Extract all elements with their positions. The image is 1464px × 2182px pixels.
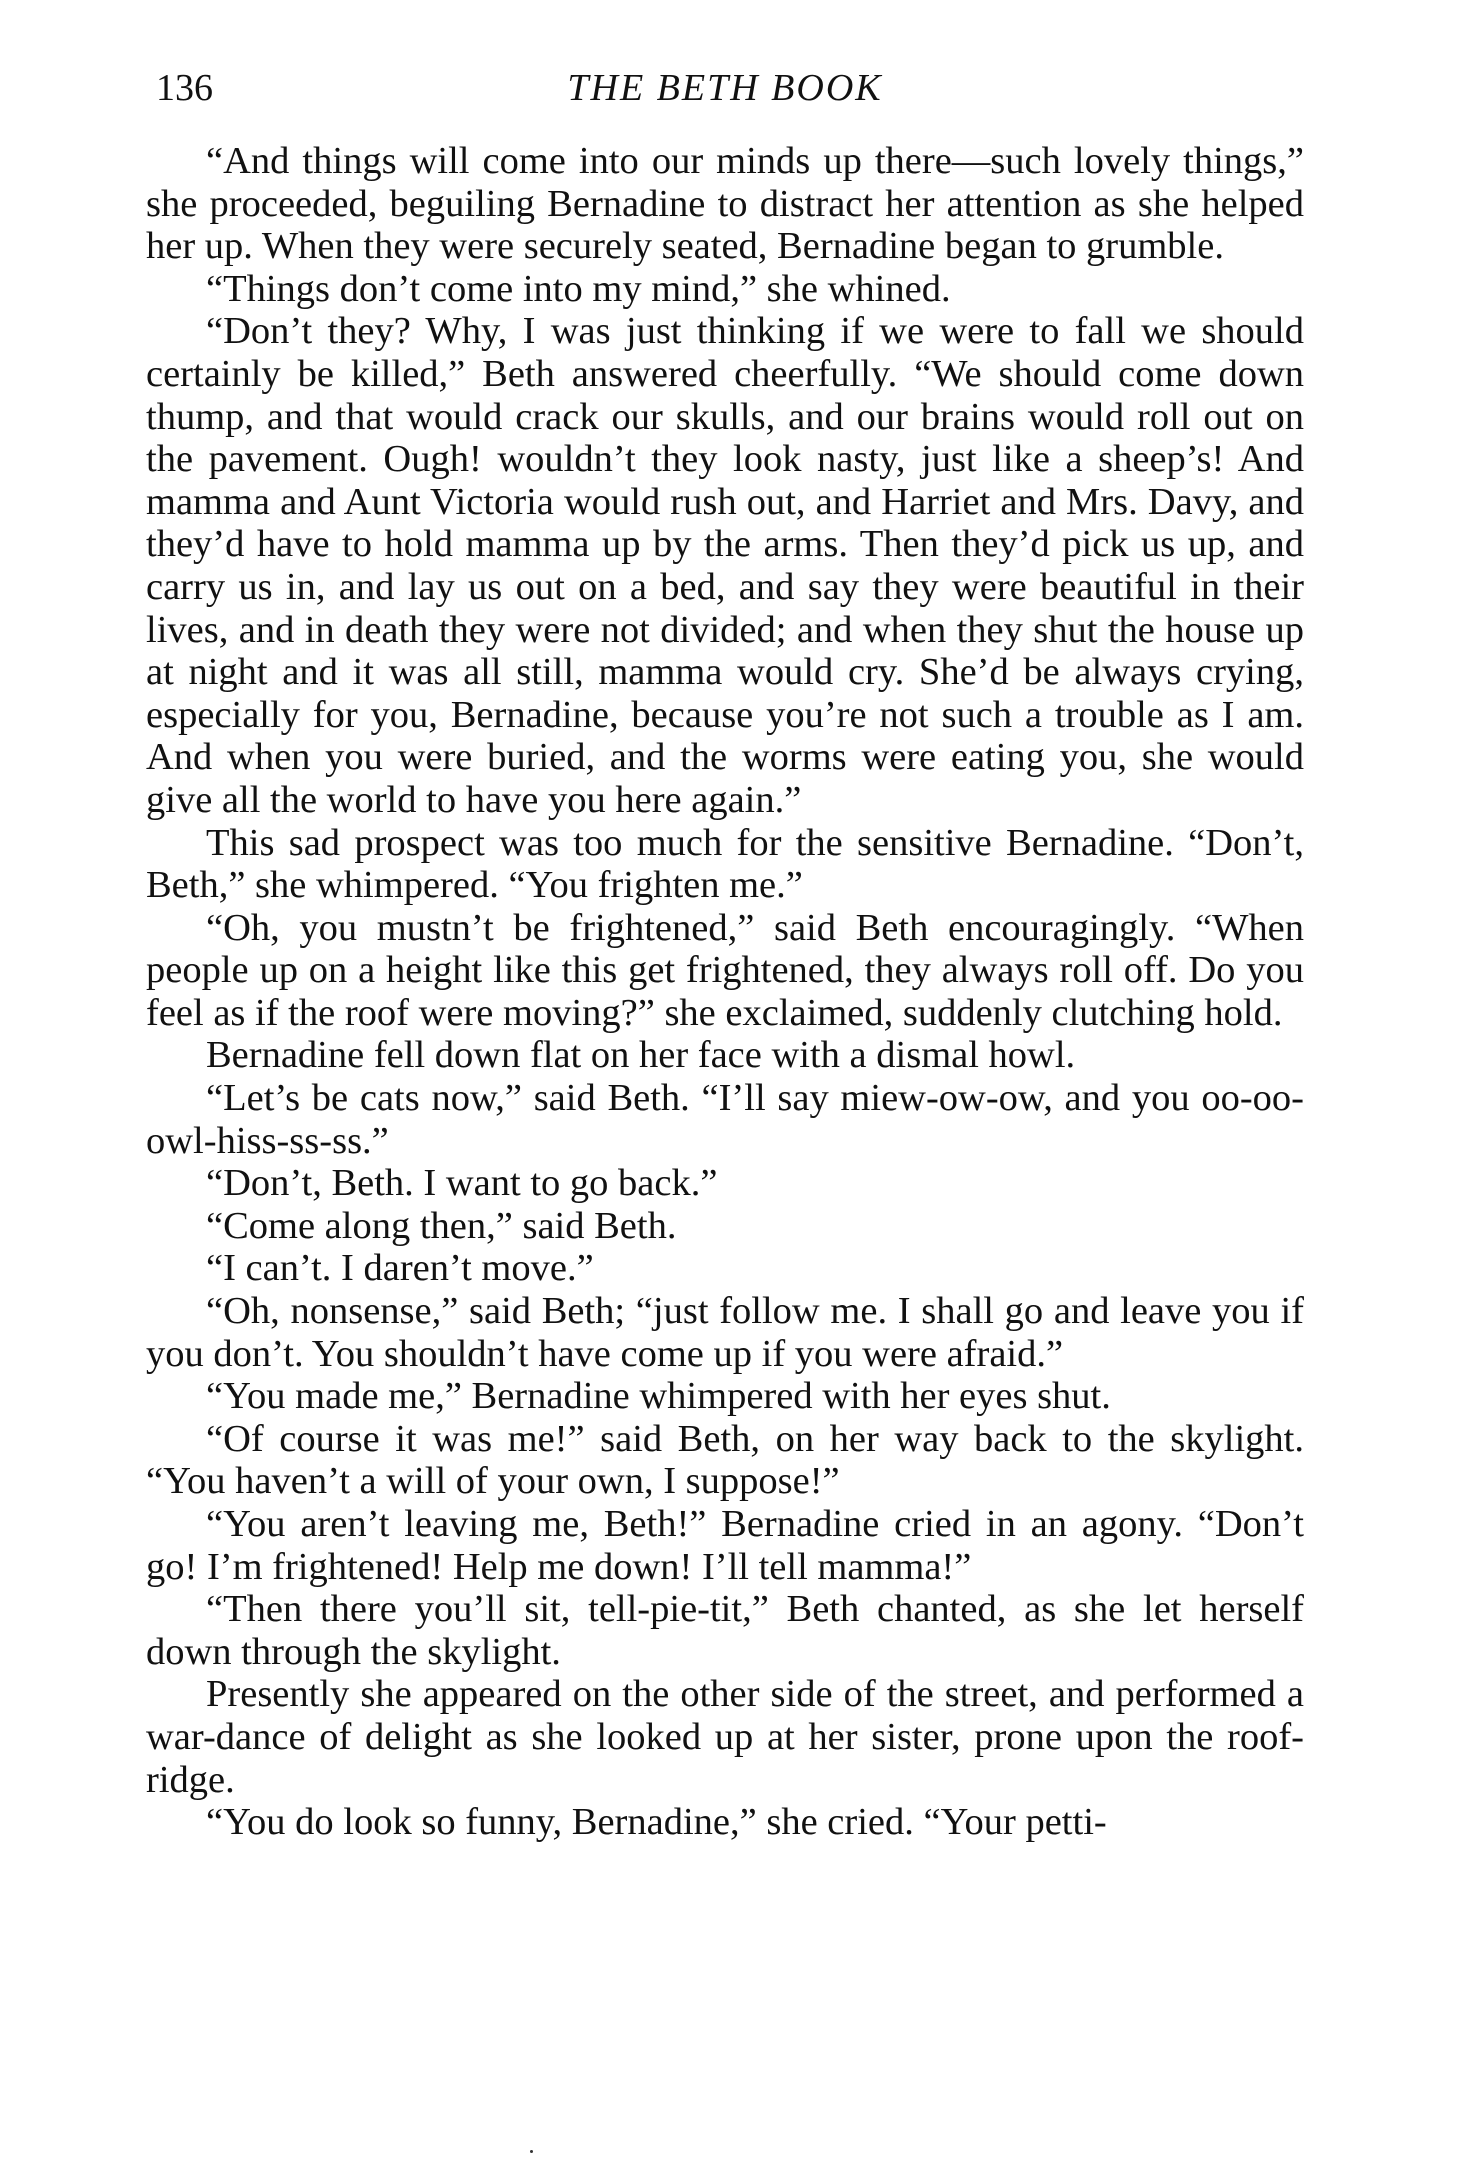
paragraph: “Let’s be cats now,” said Beth. “I’ll say miew-ow-ow, and you oo-oo-owl-hiss-ss-ss.” [146, 1077, 1304, 1162]
paragraph: “You do look so funny, Bernadine,” she cried. “Your petti- [206, 1801, 1107, 1844]
running-title: THE BETH BOOK [567, 67, 883, 109]
paragraph: “You made me,” Bernadine whimpered with her eyes shut. [206, 1375, 1111, 1418]
paragraph: “Things don’t come into my mind,” she whined. [206, 267, 951, 310]
body-text [146, 140, 1304, 1844]
paragraph: “And things will come into our minds up there—such lovely things,” she proceeded, beguiling Bernadine to distract her attention as she helped her up. When they were securely seated, Bernadine began to grumble. [146, 140, 1304, 268]
paragraph: “Of course it was me!” said Beth, on her way back to the skylight. “You haven’t a will of your own, I suppose!” [146, 1417, 1304, 1503]
paragraph: “Don’t they? Why, I was just thinking if we were to fall we should certainly be killed,” Beth answered cheerfully. “We should come down thump, and that would crack our skulls, and our brains would roll out on the pavement. Ough! wouldn’t they look nasty, just like a sheep’s! And mamma and Aunt Victoria would rush out, and Harriet and Mrs. Davy, and they’d have to hold mamma up by the arms. Then they’d pick us up, and carry us in, and lay us out on a bed, and say they were beautiful in their lives, and in death they were not divided; and when they shut the house up at night and it was all still, mamma would cry. She’d be always crying, especially for you, Bernadine, because you’re not such a trouble as I am. And when you were buried, and the worms were eating you, she would give all the world to have you here again.” [146, 310, 1304, 821]
page-number: 136 [156, 67, 213, 109]
paragraph: Presently she appeared on the other side of the street, and performed a war-dance of delight as she looked up at her sister, prone upon the roof-ridge. [146, 1673, 1304, 1801]
paragraph: “Come along then,” said Beth. [206, 1204, 677, 1247]
paragraph: “Don’t, Beth. I want to go back.” [206, 1162, 718, 1205]
paragraph: This sad prospect was too much for the sensitive Bernadine. “Don’t, Beth,” she whimpered. “You frighten me.” [146, 821, 1304, 907]
paragraph: “Oh, nonsense,” said Beth; “just follow me. I shall go and leave you if you don’t. You shouldn’t have come up if you were afraid.” [146, 1290, 1304, 1375]
paragraph: Bernadine fell down flat on her face with a dismal howl. [206, 1034, 1076, 1077]
paragraph: “I can’t. I daren’t move.” [206, 1247, 594, 1290]
paragraph: “You aren’t leaving me, Beth!” Bernadine cried in an agony. “Don’t go! I’m frightened! Help me down! I’ll tell mamma!” [146, 1503, 1304, 1588]
paragraph: “Oh, you mustn’t be frightened,” said Beth encouragingly. “When people up on a height like this get frightened, they always roll off. Do you feel as if the roof were moving?” she exclaimed, suddenly clutching hold. [146, 906, 1304, 1034]
paragraph: “Then there you’ll sit, tell-pie-tit,” Beth chanted, as she let herself down through the skylight. [146, 1588, 1304, 1673]
page-header [146, 66, 1304, 116]
print-speck [530, 2150, 533, 2153]
